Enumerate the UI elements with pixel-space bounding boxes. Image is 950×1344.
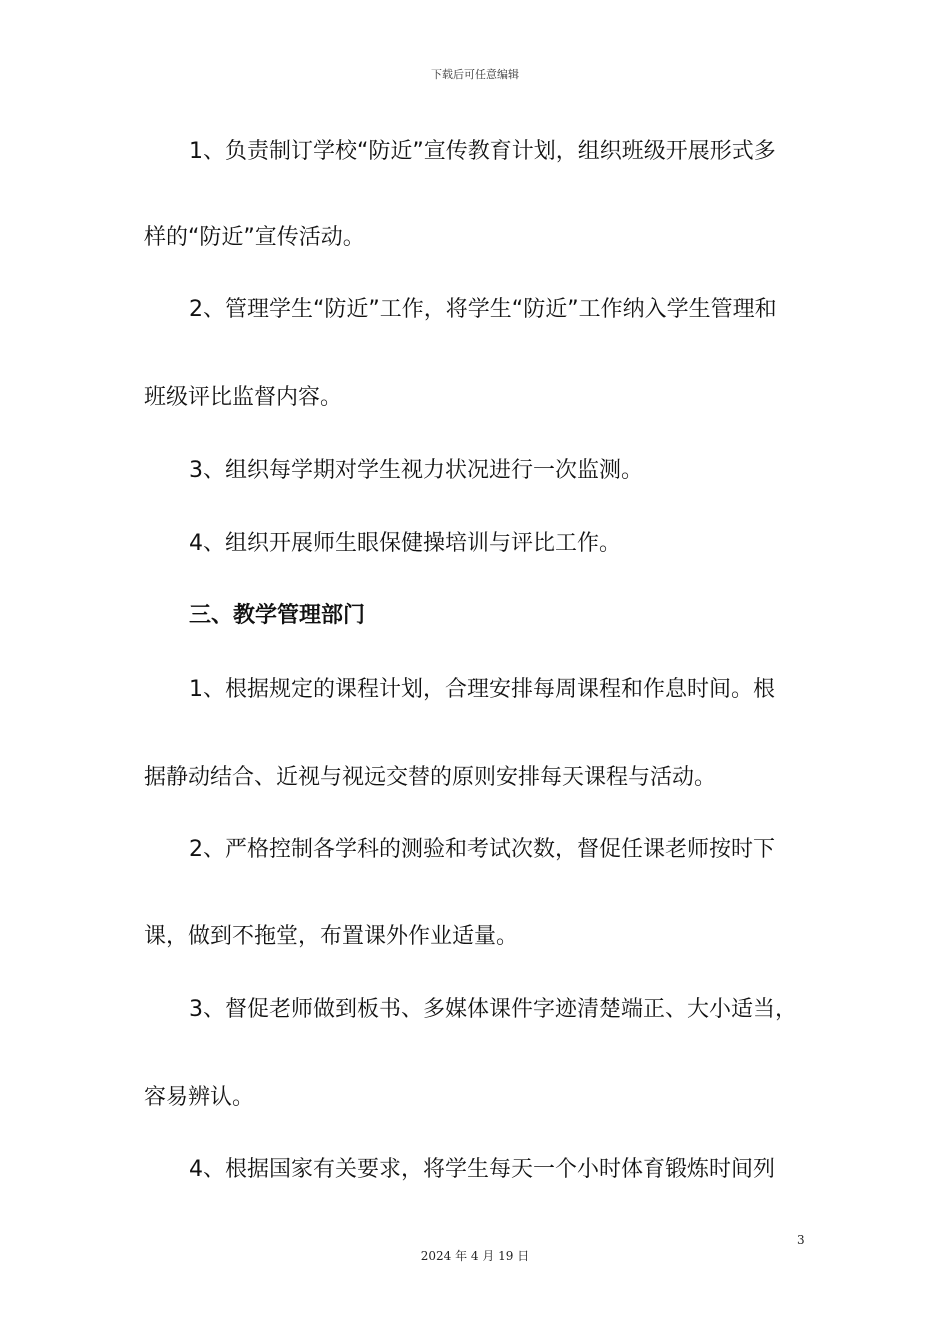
body-line: 4、组织开展师生眼保健操培训与评比工作。 xyxy=(189,531,621,556)
page-number: 3 xyxy=(797,1233,805,1247)
body-line: 据静动结合、近视与视远交替的原则安排每天课程与活动。 xyxy=(144,765,717,790)
body-line: 班级评比监督内容。 xyxy=(144,385,343,410)
body-line: 2、管理学生“防近”工作，将学生“防近”工作纳入学生管理和 xyxy=(189,297,777,322)
body-line: 课，做到不拖堂，布置课外作业适量。 xyxy=(144,924,519,949)
body-line: 1、根据规定的课程计划，合理安排每周课程和作息时间。根 xyxy=(189,677,775,702)
body-line: 1、负责制订学校“防近”宣传教育计划，组织班级开展形式多 xyxy=(189,139,776,164)
body-line: 3、组织每学期对学生视力状况进行一次监测。 xyxy=(189,458,643,483)
body-line: 样的“防近”宣传活动。 xyxy=(144,225,365,250)
footer-date: 2024 年 4 月 19 日 xyxy=(420,1249,530,1263)
body-line: 2、严格控制各学科的测验和考试次数，督促任课老师按时下 xyxy=(189,837,775,862)
body-line: 容易辨认。 xyxy=(144,1085,255,1110)
body-line: 4、根据国家有关要求，将学生每天一个小时体育锻炼时间列 xyxy=(189,1157,775,1182)
section-heading: 三、教学管理部门 xyxy=(189,603,366,628)
page-header: 下载后可任意编辑 xyxy=(431,68,519,81)
body-line: 3、督促老师做到板书、多媒体课件字迹清楚端正、大小适当， xyxy=(189,997,797,1022)
